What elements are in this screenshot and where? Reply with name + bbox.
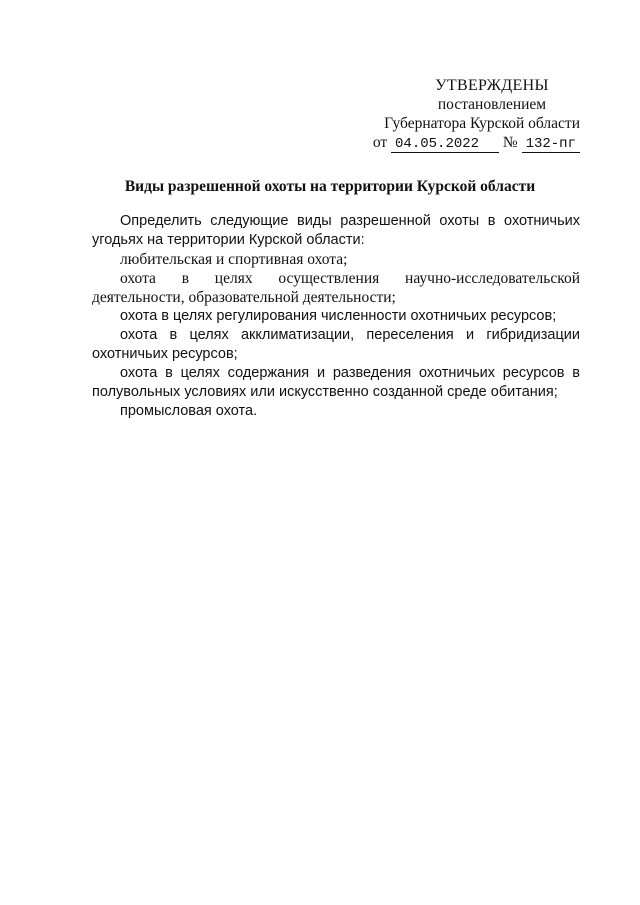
list-item: охота в целях содержания и разведения охотничьих ресурсов в полувольных условиях или искусственно созданной среде обитания; bbox=[92, 365, 580, 400]
number-label: № bbox=[502, 134, 518, 151]
list-item: любительская и спортивная охота; bbox=[120, 251, 348, 268]
document-title: Виды разрешенной охоты на территории Курской области bbox=[124, 178, 536, 195]
list-item: охота в целях регулирования численности охотничьих ресурсов; bbox=[120, 308, 557, 324]
approval-governor-line: Губернатора Курской области bbox=[384, 115, 580, 132]
decree-number: 132-пг bbox=[522, 137, 580, 153]
approval-stamp bbox=[360, 76, 580, 153]
approval-date-number-line bbox=[360, 133, 580, 153]
list-item: охота в целях осуществления научно-исследовательской деятельности, образовательной деятельности; bbox=[92, 270, 580, 306]
approval-decree-line: постановлением bbox=[437, 96, 547, 113]
approval-title: УТВЕРЖДЕНЫ bbox=[435, 77, 549, 94]
list-item: охота в целях акклиматизации, переселения и гибридизации охотничьих ресурсов; bbox=[92, 327, 580, 362]
decree-date: 04.05.2022 bbox=[391, 137, 499, 153]
intro-paragraph: Определить следующие виды разрешенной охоты в охотничьих угодьях на территории Курской области: bbox=[92, 213, 580, 248]
list-item: промысловая охота. bbox=[120, 403, 258, 419]
document-body bbox=[92, 212, 580, 421]
from-label: от bbox=[372, 134, 388, 151]
